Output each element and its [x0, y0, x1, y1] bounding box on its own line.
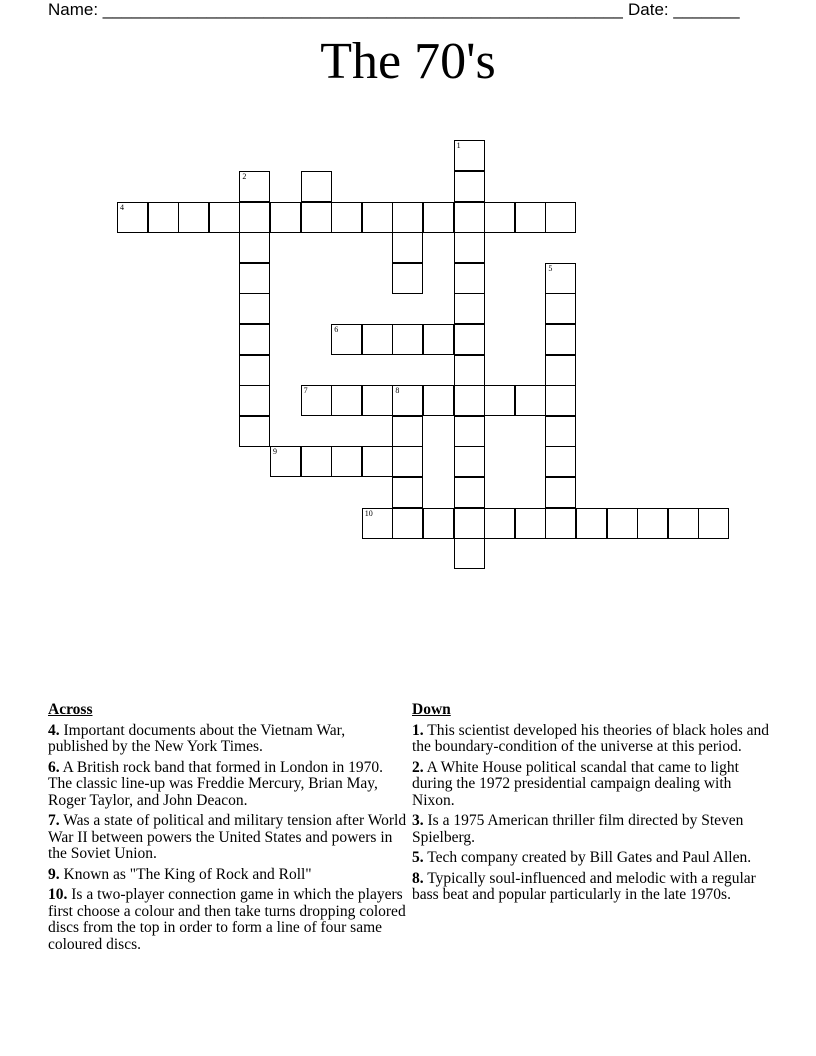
grid-cell[interactable]: [301, 446, 332, 477]
grid-cell[interactable]: [545, 446, 576, 477]
grid-cell[interactable]: [331, 324, 362, 355]
clue-text: Typically soul-influenced and melodic with a regular bass beat and popular particularly in the late 1970s.: [412, 869, 756, 903]
grid-cell[interactable]: [454, 293, 485, 324]
clue-text: A White House political scandal that came to light during the 1972 presidential campaign dealing with Nixon.: [412, 758, 739, 809]
grid-cell[interactable]: [454, 508, 485, 539]
clue-across-6: [48, 760, 408, 810]
clue-text: This scientist developed his theories of black holes and the boundary-condition of the universe at this period.: [412, 721, 770, 755]
grid-cell[interactable]: [148, 202, 179, 233]
grid-cell[interactable]: [239, 232, 270, 263]
grid-cell[interactable]: [545, 263, 576, 294]
clue-text: Is a two-player connection game in which the players first choose a colour and then take turns dropping colored discs from the top in order to form a line of four same coloured discs.: [48, 886, 406, 953]
clue-across-9: [48, 867, 408, 884]
grid-cell[interactable]: [392, 263, 423, 294]
grid-cell[interactable]: [270, 202, 301, 233]
grid-cell[interactable]: [301, 385, 332, 416]
grid-cell[interactable]: [454, 324, 485, 355]
clue-number: 8.: [412, 869, 424, 887]
grid-cell[interactable]: [331, 385, 362, 416]
grid-cell[interactable]: [362, 446, 393, 477]
clue-down-5: [412, 850, 772, 867]
grid-cell[interactable]: [270, 446, 301, 477]
clue-number: 7.: [48, 812, 60, 829]
puzzle-title: The 70's: [320, 33, 496, 90]
grid-cell[interactable]: [454, 385, 485, 416]
clue-text: Important documents about the Vietnam War, published by the New York Times.: [48, 721, 346, 755]
grid-cell[interactable]: [484, 385, 515, 416]
date-field-label: Date: _______: [628, 0, 740, 19]
across-heading: Across: [48, 701, 93, 718]
grid-cell[interactable]: [454, 446, 485, 477]
grid-cell[interactable]: [484, 508, 515, 539]
grid-cell[interactable]: [515, 385, 546, 416]
name-field-label: Name: _______________________________________________________: [48, 0, 623, 19]
grid-cell[interactable]: [239, 171, 270, 202]
grid-cell[interactable]: [423, 385, 454, 416]
grid-cell[interactable]: [362, 202, 393, 233]
grid-cell[interactable]: [545, 477, 576, 508]
grid-cell[interactable]: [515, 202, 546, 233]
clue-number: 5.: [412, 849, 424, 866]
clue-number: 6.: [48, 758, 60, 776]
grid-cell[interactable]: [392, 324, 423, 355]
grid-cell[interactable]: [362, 324, 393, 355]
clue-number: 4.: [48, 721, 60, 739]
grid-cell[interactable]: [454, 171, 485, 202]
grid-cell[interactable]: [454, 263, 485, 294]
cell-number: 1: [456, 141, 461, 151]
grid-cell[interactable]: [423, 508, 454, 539]
grid-cell[interactable]: [545, 202, 576, 233]
grid-cell[interactable]: [392, 385, 423, 416]
cell-number: 2: [242, 172, 247, 181]
clue-across-4: [48, 723, 408, 756]
across-clues: [48, 702, 408, 957]
grid-cell[interactable]: [545, 324, 576, 355]
clue-text: Was a state of political and military tension after World War II between powers the United States and powers in the Soviet Union.: [48, 812, 407, 862]
clue-text: A British rock band that formed in London in 1970. The classic line-up was Freddie Mercury, Brian May, Roger Taylor, and John Deacon.: [48, 758, 383, 809]
grid-cell[interactable]: [178, 202, 209, 233]
clue-text: Known as "The King of Rock and Roll": [63, 865, 312, 883]
grid-cell[interactable]: [392, 232, 423, 263]
clue-number: 9.: [48, 865, 60, 883]
grid-cell[interactable]: [392, 416, 423, 447]
grid-cell[interactable]: [668, 508, 699, 539]
grid-cell[interactable]: [545, 293, 576, 324]
grid-cell[interactable]: [117, 202, 148, 233]
grid-cell[interactable]: [545, 416, 576, 447]
clue-text: Tech company created by Bill Gates and Paul Allen.: [427, 849, 752, 866]
grid-cell[interactable]: [239, 416, 270, 447]
grid-cell[interactable]: [301, 171, 332, 202]
grid-cell[interactable]: [239, 385, 270, 416]
grid-cell[interactable]: [454, 538, 485, 569]
grid-cell[interactable]: [392, 202, 423, 233]
clue-down-2: [412, 760, 772, 810]
grid-cell[interactable]: [637, 508, 668, 539]
cell-number: 5: [548, 263, 553, 273]
down-clues: [412, 702, 772, 908]
cell-number: 7: [303, 386, 308, 396]
grid-cell[interactable]: [515, 508, 546, 539]
clue-number: 1.: [412, 721, 424, 739]
grid-cell[interactable]: [454, 202, 485, 233]
grid-cell[interactable]: [301, 202, 332, 233]
grid-cell[interactable]: [576, 508, 607, 539]
grid-cell[interactable]: [423, 202, 454, 233]
down-heading: Down: [412, 701, 451, 718]
grid-cell[interactable]: [239, 355, 270, 386]
grid-cell[interactable]: [545, 508, 576, 539]
clue-across-10: [48, 887, 408, 953]
grid-cell[interactable]: [392, 446, 423, 477]
grid-cell[interactable]: [484, 202, 515, 233]
grid-cell[interactable]: [454, 140, 485, 171]
grid-cell[interactable]: [607, 508, 638, 539]
grid-cell[interactable]: [454, 355, 485, 386]
grid-cell[interactable]: [362, 385, 393, 416]
clue-down-8: [412, 871, 772, 904]
clue-text: Is a 1975 American thriller film directed by Steven Spielberg.: [412, 812, 744, 846]
grid-cell[interactable]: [239, 263, 270, 294]
clue-number: 2.: [412, 758, 424, 776]
grid-cell[interactable]: [454, 416, 485, 447]
grid-cell[interactable]: [423, 324, 454, 355]
cell-number: 9: [273, 447, 277, 457]
grid-cell[interactable]: [209, 202, 240, 233]
grid-cell[interactable]: [392, 508, 423, 539]
grid-cell[interactable]: [331, 202, 362, 233]
clue-down-1: [412, 723, 772, 756]
clue-down-3: [412, 813, 772, 846]
grid-cell[interactable]: [239, 293, 270, 324]
clue-number: 3.: [412, 812, 424, 829]
grid-cell[interactable]: [698, 508, 729, 539]
grid-cell[interactable]: [454, 477, 485, 508]
grid-cell[interactable]: [239, 202, 270, 233]
grid-cell[interactable]: [239, 324, 270, 355]
grid-cell[interactable]: [454, 232, 485, 263]
grid-cell[interactable]: [331, 446, 362, 477]
grid-cell[interactable]: [545, 355, 576, 386]
cell-number: 10: [364, 508, 373, 518]
cell-number: 8: [395, 386, 400, 396]
clue-number: 10.: [48, 886, 68, 903]
clue-across-7: [48, 813, 408, 863]
grid-cell[interactable]: [392, 477, 423, 508]
cell-number: 6: [334, 325, 339, 334]
grid-cell[interactable]: [545, 385, 576, 416]
grid-cell[interactable]: [362, 508, 393, 539]
cell-number: 4: [120, 202, 124, 212]
